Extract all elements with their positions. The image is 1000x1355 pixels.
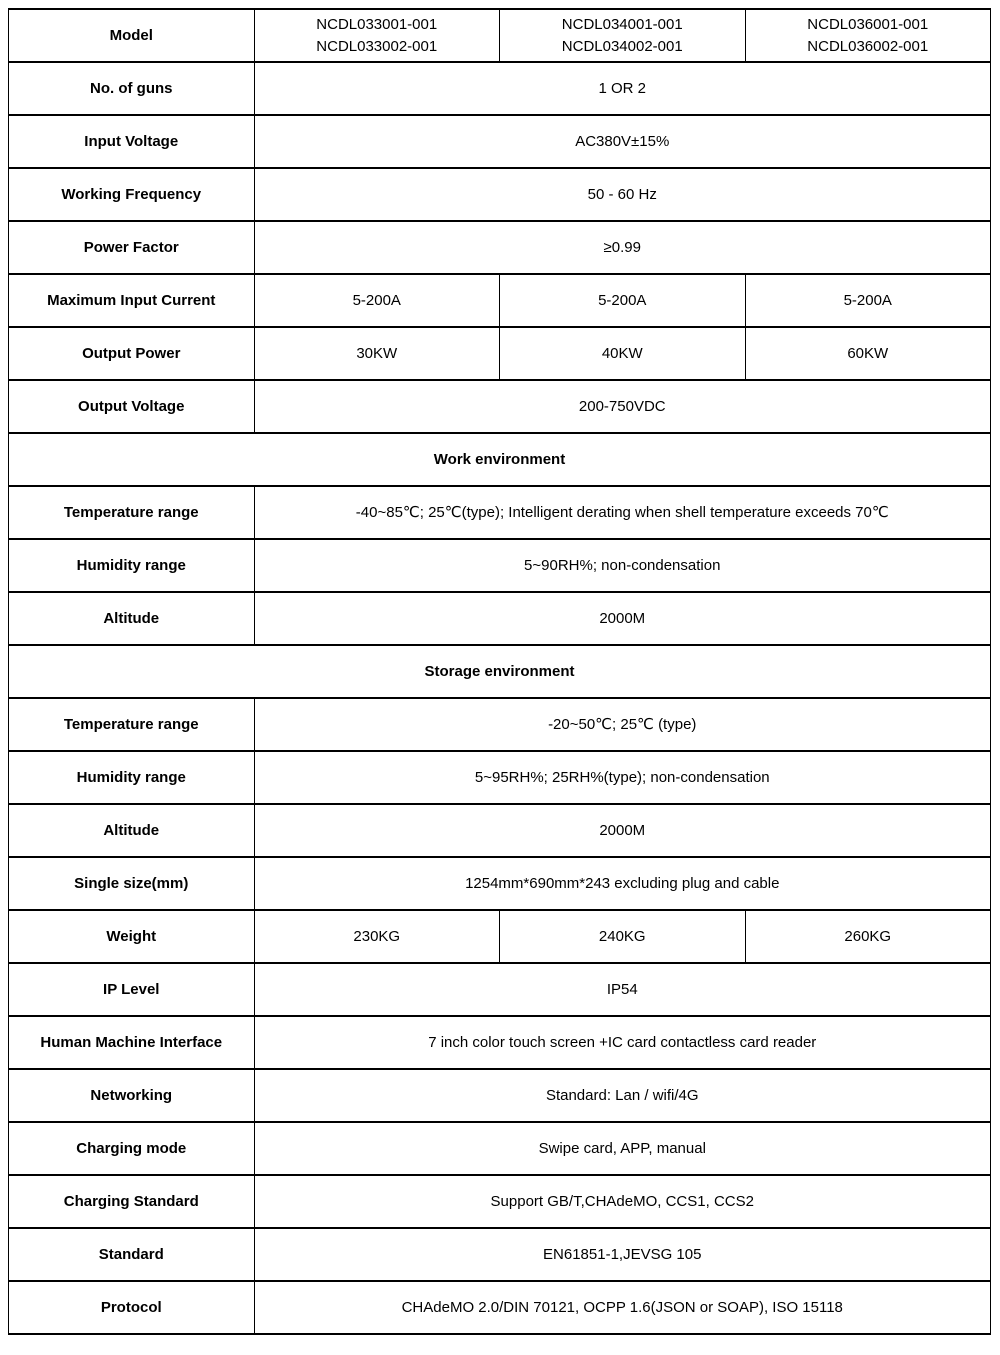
model-number: NCDL033002-001 — [316, 37, 438, 55]
table-row-section-storage-environment — [9, 645, 991, 698]
row-value-weight-1: 230KG — [254, 910, 500, 963]
table-row-protocol — [9, 1281, 991, 1334]
table-row-hmi — [9, 1016, 991, 1069]
row-value-work-altitude: 2000M — [254, 592, 991, 645]
model-number: NCDL034001-001 — [561, 15, 683, 33]
row-value-protocol: CHAdeMO 2.0/DIN 70121, OCPP 1.6(JSON or SOAP), ISO 15118 — [254, 1281, 991, 1334]
model-cell-1 — [254, 9, 500, 62]
row-label-networking: Networking — [9, 1069, 255, 1122]
section-header-storage-environment: Storage environment — [9, 645, 991, 698]
row-value-weight-2: 240KG — [500, 910, 746, 963]
row-value-ip-level: IP54 — [254, 963, 991, 1016]
row-value-input-voltage: AC380V±15% — [254, 115, 991, 168]
table-row-single-size — [9, 857, 991, 910]
row-value-charging-mode: Swipe card, APP, manual — [254, 1122, 991, 1175]
model-number: NCDL036001-001 — [807, 15, 929, 33]
table-row-storage-temperature-range — [9, 698, 991, 751]
spec-table — [8, 8, 991, 1335]
row-value-guns: 1 OR 2 — [254, 62, 991, 115]
row-value-charging-standard: Support GB/T,CHAdeMO, CCS1, CCS2 — [254, 1175, 991, 1228]
table-row-work-temperature-range — [9, 486, 991, 539]
row-value-work-temperature-range: -40~85℃; 25℃(type); Intelligent derating when shell temperature exceeds 70℃ — [254, 486, 991, 539]
row-label-storage-altitude: Altitude — [9, 804, 255, 857]
table-row-storage-altitude — [9, 804, 991, 857]
table-row-standard — [9, 1228, 991, 1281]
row-label-guns: No. of guns — [9, 62, 255, 115]
row-label-output-voltage: Output Voltage — [9, 380, 255, 433]
row-label-output-power: Output Power — [9, 327, 255, 380]
row-label-ip-level: IP Level — [9, 963, 255, 1016]
table-row-output-voltage — [9, 380, 991, 433]
model-number: NCDL036002-001 — [807, 37, 929, 55]
table-row-max-input-current — [9, 274, 991, 327]
row-value-max-input-current-3: 5-200A — [745, 274, 991, 327]
row-value-storage-temperature-range: -20~50℃; 25℃ (type) — [254, 698, 991, 751]
table-row-storage-humidity-range — [9, 751, 991, 804]
table-row-work-humidity-range — [9, 539, 991, 592]
table-row-working-frequency — [9, 168, 991, 221]
row-label-standard: Standard — [9, 1228, 255, 1281]
row-value-max-input-current-1: 5-200A — [254, 274, 500, 327]
table-row-output-power — [9, 327, 991, 380]
model-number: NCDL034002-001 — [561, 37, 683, 55]
row-label-work-altitude: Altitude — [9, 592, 255, 645]
row-value-networking: Standard: Lan / wifi/4G — [254, 1069, 991, 1122]
row-value-hmi: 7 inch color touch screen +IC card contactless card reader — [254, 1016, 991, 1069]
model-number: NCDL033001-001 — [316, 15, 438, 33]
row-label-storage-temperature-range: Temperature range — [9, 698, 255, 751]
row-label-work-temperature-range: Temperature range — [9, 486, 255, 539]
table-row-input-voltage — [9, 115, 991, 168]
row-label-weight: Weight — [9, 910, 255, 963]
row-value-work-humidity-range: 5~90RH%; non-condensation — [254, 539, 991, 592]
table-row-ip-level — [9, 963, 991, 1016]
row-label-storage-humidity-range: Humidity range — [9, 751, 255, 804]
row-value-single-size: 1254mm*690mm*243 excluding plug and cable — [254, 857, 991, 910]
row-value-working-frequency: 50 - 60 Hz — [254, 168, 991, 221]
table-row-power-factor — [9, 221, 991, 274]
table-row-section-work-environment — [9, 433, 991, 486]
row-label-working-frequency: Working Frequency — [9, 168, 255, 221]
spec-sheet-page — [0, 8, 1000, 1355]
section-header-work-environment: Work environment — [9, 433, 991, 486]
row-value-output-power-2: 40KW — [500, 327, 746, 380]
table-row-weight — [9, 910, 991, 963]
table-row-guns — [9, 62, 991, 115]
row-value-output-power-1: 30KW — [254, 327, 500, 380]
row-label-model: Model — [9, 9, 255, 62]
row-label-charging-standard: Charging Standard — [9, 1175, 255, 1228]
row-label-input-voltage: Input Voltage — [9, 115, 255, 168]
model-cell-2 — [500, 9, 746, 62]
table-row-model — [9, 9, 991, 62]
table-row-work-altitude — [9, 592, 991, 645]
row-value-standard: EN61851-1,JEVSG 105 — [254, 1228, 991, 1281]
row-label-power-factor: Power Factor — [9, 221, 255, 274]
row-label-work-humidity-range: Humidity range — [9, 539, 255, 592]
row-value-output-power-3: 60KW — [745, 327, 991, 380]
row-value-storage-humidity-range: 5~95RH%; 25RH%(type); non-condensation — [254, 751, 991, 804]
row-label-single-size: Single size(mm) — [9, 857, 255, 910]
row-label-hmi: Human Machine Interface — [9, 1016, 255, 1069]
row-value-output-voltage: 200-750VDC — [254, 380, 991, 433]
table-row-charging-standard — [9, 1175, 991, 1228]
table-row-charging-mode — [9, 1122, 991, 1175]
model-cell-3 — [745, 9, 991, 62]
row-value-max-input-current-2: 5-200A — [500, 274, 746, 327]
row-value-weight-3: 260KG — [745, 910, 991, 963]
table-row-networking — [9, 1069, 991, 1122]
row-label-protocol: Protocol — [9, 1281, 255, 1334]
row-label-max-input-current: Maximum Input Current — [9, 274, 255, 327]
row-label-charging-mode: Charging mode — [9, 1122, 255, 1175]
row-value-power-factor: ≥0.99 — [254, 221, 991, 274]
row-value-storage-altitude: 2000M — [254, 804, 991, 857]
